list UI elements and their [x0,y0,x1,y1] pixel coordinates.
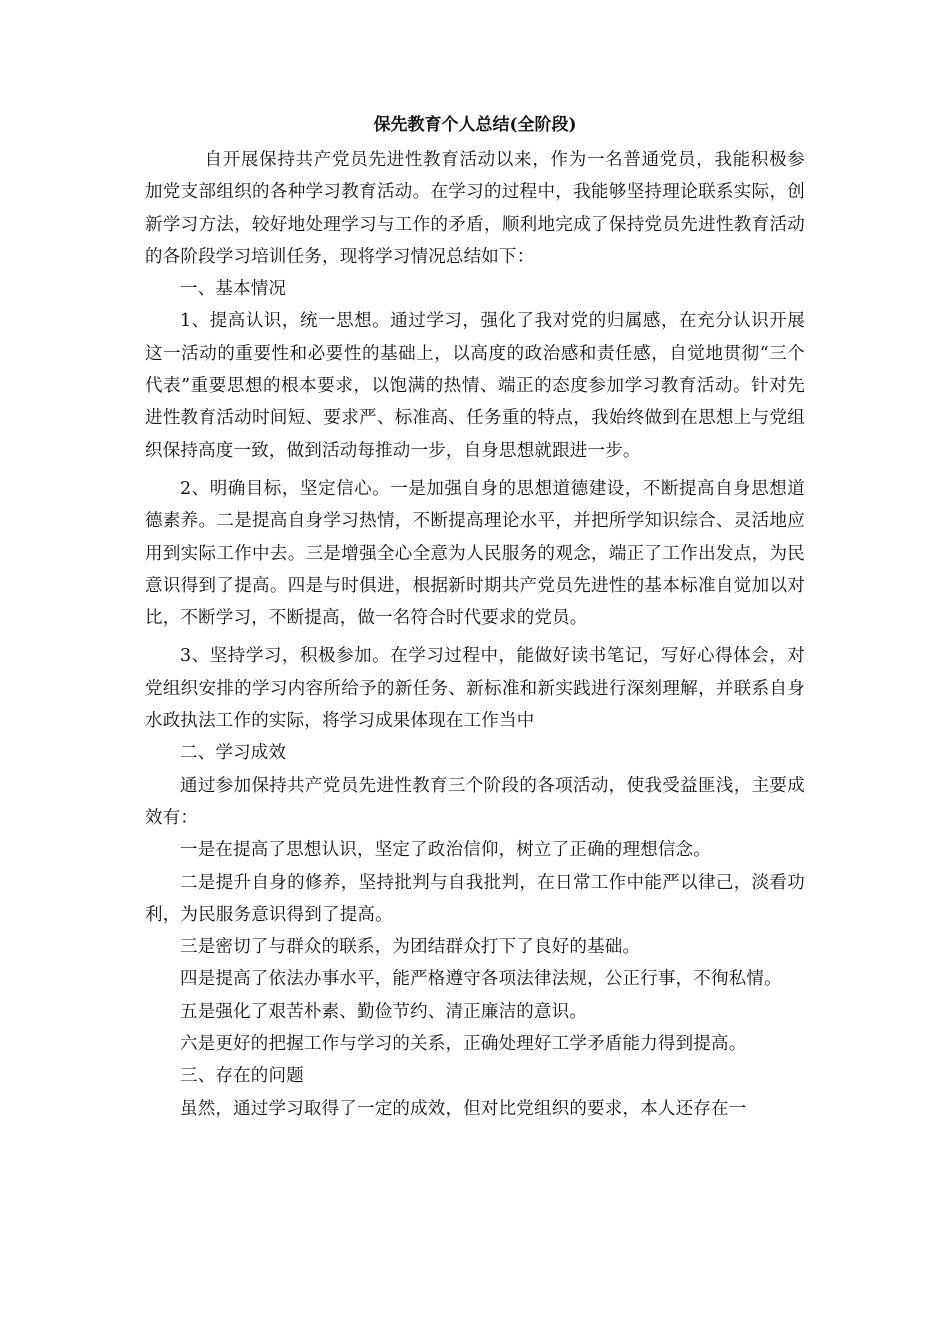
section-heading-problems: 三、存在的问题 [180,1066,304,1087]
paragraph-result-5: 五是强化了艰苦朴素、勤俭节约、清正廉洁的意识。 [180,1001,588,1022]
paragraph-result-2: 二是提升自身的修养，坚持批判与自我批判，在日常工作中能严以律己，淡看功利，为民服务意识得到了提高。 [145,872,805,925]
paragraph-problems-intro: 虽然，通过学习取得了一定的成效，但对比党组织的要求，本人还存在一 [180,1098,747,1119]
paragraph-point-1: 1、提高认识，统一思想。通过学习，强化了我对党的归属感，在充分认识开展这一活动的重要性和必要性的基础上，以高度的政治感和责任感，自觉地贯彻“三个代表”重要思想的根本要求，以饱满的热情、端正的态度参加学习教育活动。针对先进性教育活动时间短、要求严、标准高、任务重的特点，我始终做到在思想上与党组织保持高度一致，做到活动每推动一步，自身思想就跟进一步。 [145,311,805,461]
section-heading-basic: 一、基本情况 [180,279,287,300]
section-heading-results: 二、学习成效 [180,743,287,764]
paragraph-result-1: 一是在提高了思想认识，坚定了政治信仰，树立了正确的理想信念。 [180,840,711,861]
paragraph-intro: 自开展保持共产党员先进性教育活动以来，作为一名普通党员，我能积极参加党支部组织的各种学习教育活动。在学习的过程中，我能够坚持理论联系实际，创新学习方法，较好地处理学习与工作的矛盾，顺利地完成了保持党员先进性教育活动的各阶段学习培训任务，现将学习情况总结如下： [145,150,805,267]
paragraph-point-2: 2、明确目标，坚定信心。一是加强自身的思想道德建设，不断提高自身思想道德素养。二是提高自身学习热情，不断提高理论水平，并把所学知识综合、灵活地应用到实际工作中去。三是增强全心全意为人民服务的观念，端正了工作出发点，为民意识得到了提高。四是与时俱进，根据新时期共产党员先进性的基本标准自觉加以对比，不断学习，不断提高，做一名符合时代要求的党员。 [145,478,805,629]
document-page [145,112,805,1125]
paragraph-result-3: 三是密切了与群众的联系，为团结群众打下了良好的基础。 [180,937,641,958]
paragraph-point-3: 3、坚持学习，积极参加。在学习过程中，能做好读书笔记，写好心得体会，对党组织安排的学习内容所给予的新任务、新标准和新实践进行深刻理解，并联系自身水政执法工作的实际，将学习成果体现在工作当中 [145,646,805,732]
paragraph-result-4: 四是提高了依法办事水平，能严格遵守各项法律法规，公正行事，不徇私情。 [180,969,782,990]
document-title: 保先教育个人总结(全阶段) [373,115,577,135]
paragraph-result-6: 六是更好的把握工作与学习的关系，正确处理好工学矛盾能力得到提高。 [180,1034,747,1055]
paragraph-results-intro: 通过参加保持共产党员先进性教育三个阶段的各项活动，使我受益匪浅，主要成效有： [145,775,805,828]
